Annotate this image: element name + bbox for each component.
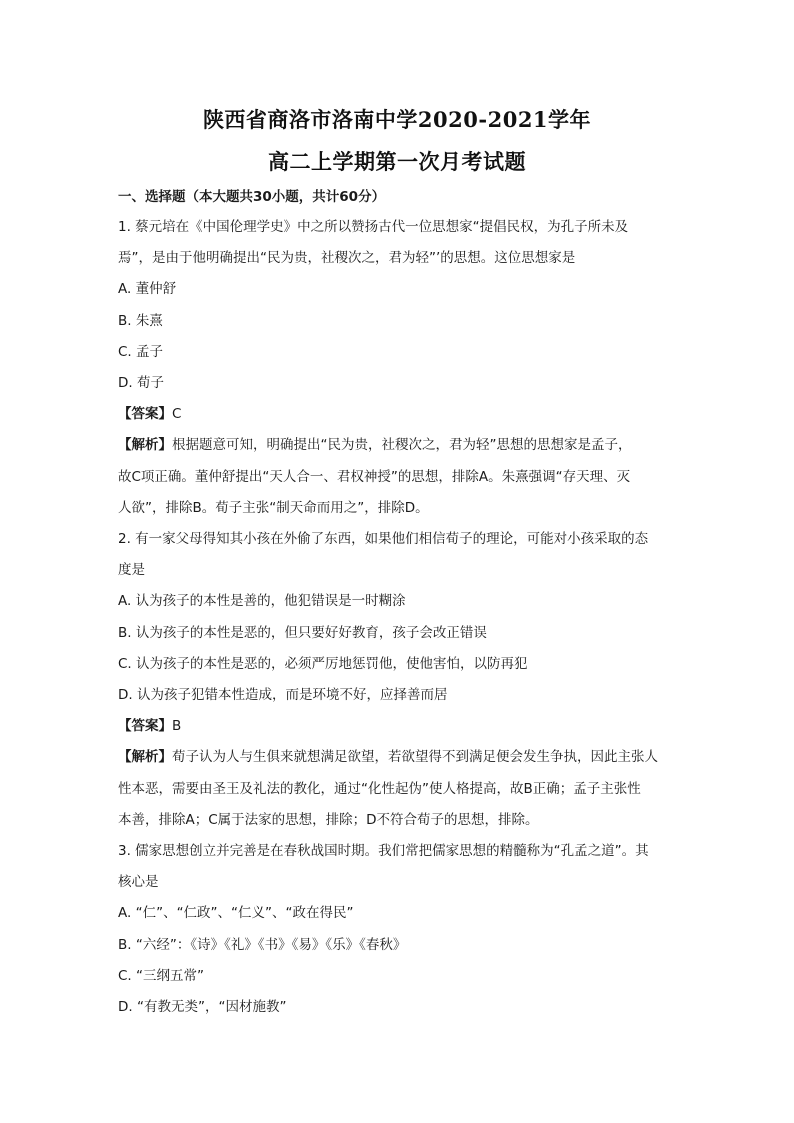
- option-b: B. 朱熹: [118, 312, 163, 329]
- analysis-text: 根据题意可知，明确提出“民为贵，社稷次之，君为轻”思想的思想家是孟子，: [172, 437, 632, 454]
- option-a: A. 认为孩子的本性是善的，他犯错误是一时糊涂: [118, 593, 406, 610]
- document-title-line1: 陕西省商洛市洛南中学2020-2021学年: [202, 107, 592, 132]
- question-1: [118, 212, 686, 524]
- question-stem-line: 3. 儒家思想创立并完善是在春秋战国时期。我们常把儒家思想的精髓称为“孔孟之道”。其: [118, 843, 649, 860]
- option-a: A. “仁”、“仁政”、“仁义”、“政在得民”: [118, 905, 354, 922]
- option-c: C. “三纲五常”: [118, 967, 204, 984]
- document-title-line2: 高二上学期第一次月考试题: [268, 149, 526, 174]
- option-b: B. “六经”：《诗》《礼》《书》《易》《乐》《春秋》: [118, 936, 407, 953]
- option-c: C. 认为孩子的本性是恶的，必须严厉地惩罚他，使他害怕，以防再犯: [118, 655, 528, 672]
- option-d: D. 荀子: [118, 375, 164, 392]
- question-stem-line: 度是: [118, 562, 145, 579]
- option-b: B. 认为孩子的本性是恶的，但只要好好教育，孩子会改正错误: [118, 624, 487, 641]
- analysis-label: 【解析】: [118, 749, 172, 766]
- analysis-line: 故C项正确。董仲舒提出“天人合一、君权神授”的思想，排除A。朱熹强调“存天理、灭: [118, 468, 631, 485]
- option-d: D. 认为孩子犯错本性造成，而是环境不好，应择善而居: [118, 687, 448, 704]
- analysis-line: [118, 742, 686, 773]
- analysis-line: 性本恶，需要由圣王及礼法的教化，通过“化性起伪”使人格提高，故B正确；孟子主张性: [118, 780, 641, 797]
- option-a: A. 董仲舒: [118, 281, 177, 298]
- answer-value: C: [172, 406, 182, 423]
- question-stem-line: 1. 蔡元培在《中国伦理学史》中之所以赞扬古代一位思想家“提倡民权，为孔子所未及: [118, 219, 629, 235]
- analysis-line: [118, 430, 686, 461]
- option-d: D. “有教无类”，“因材施教”: [118, 999, 287, 1016]
- answer-label: 【答案】: [118, 406, 172, 423]
- question-2: [118, 524, 686, 836]
- answer-line: [118, 399, 686, 430]
- document-body: [118, 184, 686, 1023]
- analysis-line: 人欲”，排除B。荀子主张“制天命而用之”，排除D。: [118, 499, 429, 516]
- section-heading: 一、选择题（本大题共30小题，共计60分）: [118, 189, 386, 205]
- answer-label: 【答案】: [118, 718, 172, 735]
- analysis-label: 【解析】: [118, 437, 172, 454]
- question-stem-line: 焉”，是由于他明确提出“民为贵，社稷次之，君为轻”’的思想。这位思想家是: [118, 250, 576, 267]
- question-stem-line: 核心是: [118, 874, 159, 891]
- analysis-text: 荀子认为人与生俱来就想满足欲望，若欲望得不到满足便会发生争执，因此主张人: [172, 749, 658, 766]
- analysis-line: 本善，排除A；C属于法家的思想，排除；D不符合荀子的思想，排除。: [118, 811, 539, 828]
- question-stem-line: 2. 有一家父母得知其小孩在外偷了东西，如果他们相信荀子的理论，可能对小孩采取的态: [118, 531, 649, 548]
- question-3: [118, 836, 686, 1023]
- option-c: C. 孟子: [118, 343, 164, 360]
- answer-value: B: [172, 718, 182, 735]
- answer-line: [118, 711, 686, 742]
